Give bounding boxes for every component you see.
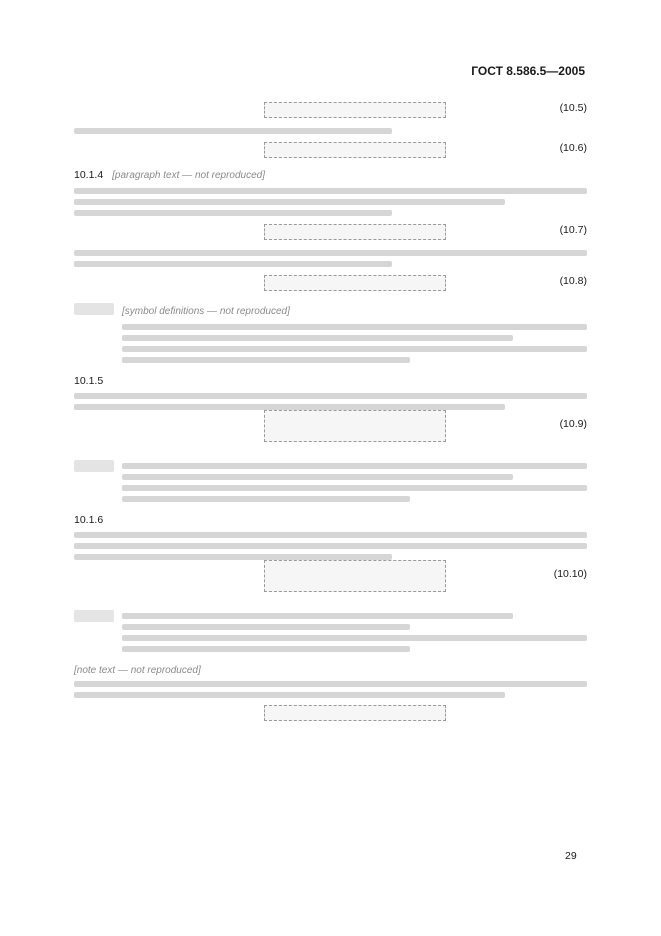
- formula-placeholder: [264, 102, 446, 118]
- formula-placeholder: [264, 560, 446, 592]
- section-10-1-5: [74, 374, 587, 410]
- section-number: 10.1.5: [74, 375, 104, 387]
- nomenclature-block: [74, 458, 587, 507]
- section-10-1-4: [74, 168, 587, 216]
- nomenclature-placeholder: [symbol definitions — not reproduced]: [122, 306, 290, 317]
- formula-number: (10.8): [559, 275, 587, 287]
- page-number: 29: [565, 850, 577, 862]
- paragraph-placeholder: [74, 250, 587, 267]
- note-placeholder: [note text — not reproduced]: [74, 665, 201, 676]
- note-formula: [74, 703, 587, 723]
- formula-10-8: [74, 273, 587, 293]
- nomenclature-block: [74, 301, 587, 368]
- section-number: 10.1.6: [74, 514, 104, 526]
- formula-number: (10.7): [559, 224, 587, 236]
- formula-placeholder: [264, 224, 446, 240]
- section-10-1-6: [74, 513, 587, 560]
- formula-placeholder: [264, 705, 446, 721]
- formula-number: (10.6): [559, 142, 587, 154]
- formula-number: (10.10): [553, 568, 587, 580]
- formula-number: (10.9): [559, 418, 587, 430]
- formula-placeholder: [264, 275, 446, 291]
- formula-10-6: [74, 140, 587, 160]
- formula-10-7: [74, 222, 587, 242]
- note-block: [74, 665, 587, 723]
- formula-placeholder: [264, 142, 446, 158]
- formula-10-10: [74, 566, 587, 600]
- formula-placeholder: [264, 410, 446, 442]
- document-header: ГОСТ 8.586.5—2005: [471, 64, 585, 78]
- paragraph-placeholder: [74, 128, 587, 134]
- formula-10-9: [74, 416, 587, 450]
- formula-10-5: [74, 100, 587, 120]
- document-body: [74, 96, 587, 731]
- formula-number: (10.5): [559, 102, 587, 114]
- paragraph-placeholder: [paragraph text — not reproduced]: [112, 170, 265, 181]
- section-number: 10.1.4: [74, 169, 104, 181]
- nomenclature-block: [74, 608, 587, 657]
